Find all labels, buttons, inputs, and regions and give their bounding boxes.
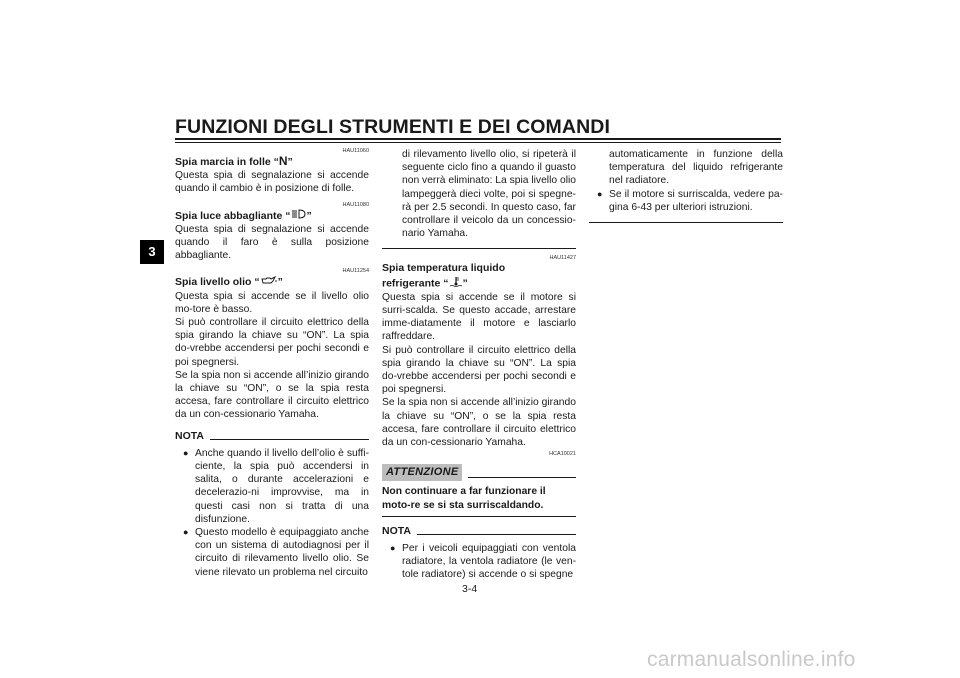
section-heading-oil: Spia livello olio “ ” — [175, 276, 283, 289]
list-item: ● Se il motore si surriscalda, vedere pa-gina 6-43 per ulteriori istruzioni. — [589, 188, 783, 214]
column-2 — [382, 148, 576, 582]
caution-text: Non continuare a far funzionare il moto-re se si sta surriscaldando. — [382, 486, 546, 511]
section-code: HAU11080 — [342, 201, 369, 208]
list-item: ● Questo modello è equipaggiato anche con un sistema di autodiagnosi per il circuito di rilevamento livello olio. Se viene rilevato un problema nel circuito — [175, 526, 369, 579]
list-item: ● Per i veicoli equipaggiati con ventola radiatore, la ventola radiatore (le ven-tole radiatore) si accende o si spegne — [382, 542, 576, 582]
divider — [589, 222, 783, 223]
bullet-icon: ● — [390, 543, 396, 554]
paragraph: Questa spia si accende se il livello olio mo-tore è basso. — [175, 290, 369, 315]
section-body: Questa spia di segnalazione si accende quando il cambio è in posizione di folle. — [175, 170, 369, 195]
neutral-indicator-icon: N — [278, 154, 288, 168]
paragraph: Se la spia non si accende all’inizio girando la chiave su “ON”, o se la spia resta accesa, fare controllare il circuito elettrico da un con-cessionario Yamaha. — [382, 397, 576, 449]
list-item-continued: automaticamente in funzione della temperatura del liquido refrigerante nel radiatore. — [609, 149, 783, 187]
paragraph: Questa spia si accende se il motore si surri-scalda. Se questo accade, arrestare imme-diatamente il motore e lasciarlo raffreddare. — [382, 291, 576, 343]
paragraph: Si può controllare il circuito elettrico della spia girando la chiave su “ON”. La spia do-vrebbe accendersi per pochi secondi e poi spegnersi. — [382, 344, 576, 396]
title-rule — [175, 138, 781, 140]
coolant-temperature-icon — [449, 276, 463, 291]
column-3 — [589, 148, 783, 223]
watermark: carmanualsonline.info — [647, 648, 856, 671]
chapter-tab: 3 — [140, 240, 164, 264]
page-number: 3-4 — [462, 583, 478, 595]
page-title: FUNZIONI DEGLI STRUMENTI E DEI COMANDI — [175, 116, 610, 138]
section-code: HAU11427 — [549, 255, 576, 262]
paragraph: Si può controllare il circuito elettrico della spia girando la chiave su “ON”. La spia do-vrebbe accendersi per pochi secondi e poi spegnersi. — [175, 317, 369, 368]
section-heading-neutral: Spia marcia in folle “N” — [175, 154, 293, 168]
title-rule-thin — [175, 142, 781, 143]
bullet-icon: ● — [183, 447, 189, 458]
note-header: NOTA — [382, 525, 576, 538]
section-heading-coolant: Spia temperatura liquido refrigerante “ ” — [382, 262, 506, 290]
bullet-icon: ● — [183, 527, 189, 538]
paragraph: Se la spia non si accende all’inizio girando la chiave su “ON”, o se la spia resta accesa, fare controllare il circuito elettrico da un con-cessionario Yamaha. — [175, 369, 369, 421]
list-item: ● Anche quando il livello dell’olio è suffi-ciente, la spia può accendersi in salita, o durante accelerazioni e decelerazio-ni improvvise, ma in questi casi non si tratta di una disfunzione. — [175, 447, 369, 526]
caution-header — [382, 464, 576, 481]
divider — [382, 516, 576, 517]
high-beam-icon — [291, 209, 307, 223]
section-code: HAU11060 — [342, 148, 369, 154]
caution-badge: ATTENZIONE — [382, 464, 462, 481]
section-code: HCA10021 — [549, 451, 576, 458]
column-1 — [175, 148, 369, 579]
bullet-icon: ● — [597, 188, 603, 199]
section-heading-high-beam: Spia luce abbagliante “ ” — [175, 209, 312, 222]
section-code: HAU11254 — [342, 268, 369, 275]
section-body: Questa spia di segnalazione si accende quando il faro è sulla posizione abbagliante. — [175, 223, 369, 262]
note-header: NOTA — [175, 430, 369, 443]
list-item-continued: di rilevamento livello olio, si ripeterà il seguente ciclo fino a quando il guasto non verrà eliminato: La spia livello olio lampeggerà dieci volte, poi si spegne-rà per 2.5 secondi. In questo caso, far controllare il veicolo da un concessio-nario Yamaha. — [402, 149, 576, 240]
oil-can-icon — [260, 275, 278, 289]
